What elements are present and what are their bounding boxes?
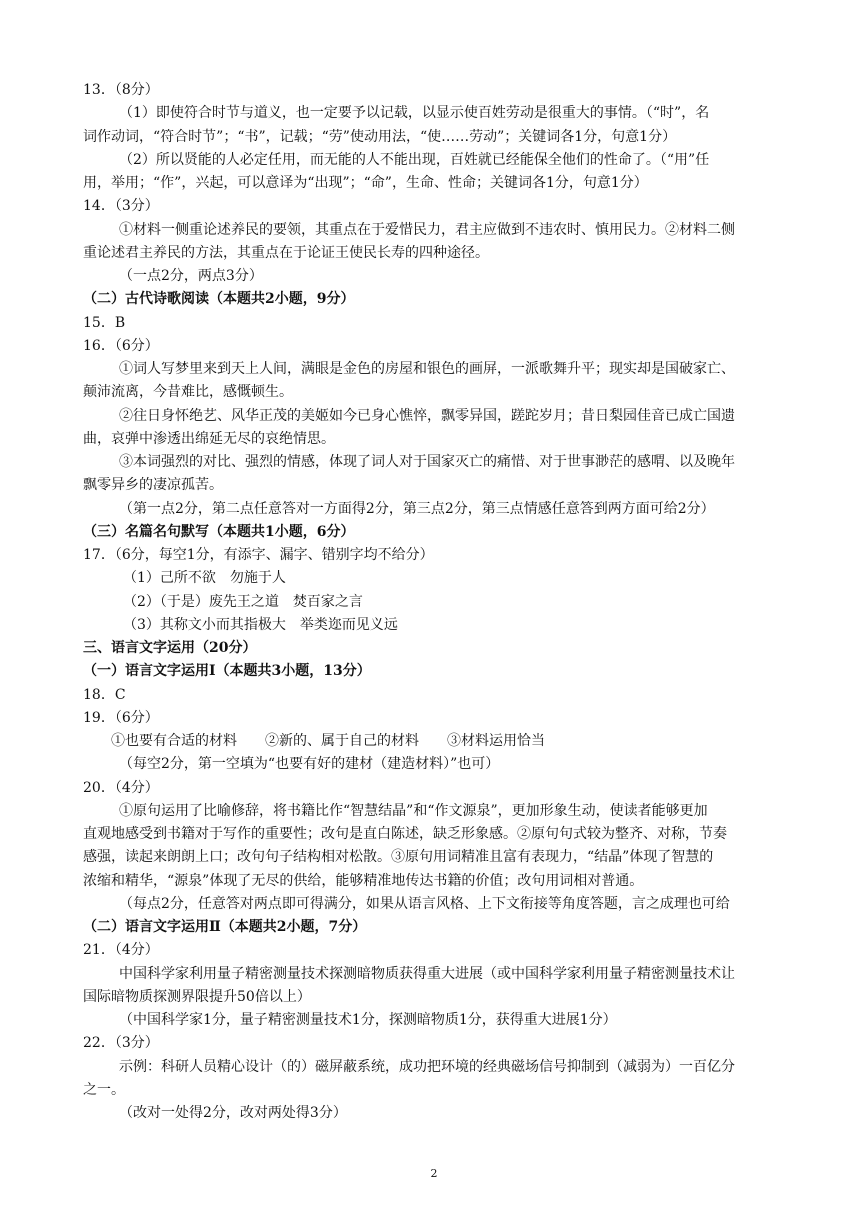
section-heading: （一）语言文字运用Ⅰ（本题共3小题，13分） [83,663,371,680]
text-line: 20．（4分） [83,779,159,796]
text-line: 浓缩和精华，“源泉”体现了无尽的供给，能够精准地传达书籍的价值；改句用词相对普通。 [83,872,644,889]
text-line: 用，举用；“作”，兴起，可以意译为“出现”；“命”，生命、性命；关键词各1分，句意1分） [83,175,648,191]
text-line: ②往日身怀绝艺、风华正茂的美姬如今已身心憔悴，飘零异国，蹉跎岁月；昔日梨园佳音已成亡国遗 [119,407,735,424]
text-line: （第一点2分，第二点任意答对一方面得2分，第三点2分，第三点情感任意答到两方面可给2分） [119,500,715,517]
text-line: 飘零异乡的凄凉孤苦。 [83,477,223,494]
section-heading: 三、语言文字运用（20分） [83,640,257,656]
text-line: （每点2分，任意答对两点即可得满分，如果从语言风格、上下文衔接等角度答题，言之成理也可给 [119,895,730,912]
section-heading: （三）名篇名句默写（本题共1小题，6分） [83,523,355,540]
text-line: （中国科学家1分，量子精密测量技术1分，探测暗物质1分，获得重大进展1分） [119,1012,617,1028]
text-line: ①材料一侧重论述养民的要领，其重点在于爱惜民力，君主应做到不违农时、慎用民力。②材料二侧 [119,221,735,238]
text-line: （2）所以贤能的人必定任用，而无能的人不能出现，百姓就已经能保全他们的性命了。（“用”任 [119,151,710,168]
text-line: （1）即使符合时节与道义，也一定要予以记载，以显示使百姓劳动是很重大的事情。（“时”，名 [119,105,710,122]
text-line: 示例：科研人员精心设计（的）磁屏蔽系统，成功把环境的经典磁场信号抑制到（减弱为）一百亿分 [119,1058,735,1075]
text-line: 18．C [83,686,126,703]
text-line: 颠沛流离，今昔难比，感慨顿生。 [83,384,293,401]
text-line: 词作动词，“符合时节”；“书”，记载；“劳”使动用法，“使……劳动”；关键词各1分，句意1分） [83,128,677,145]
text-line: 19．（6分） [83,709,159,726]
text-line: ①原句运用了比喻修辞，将书籍比作“智慧结晶”和“作文源泉”，更加形象生动，使读者能够更加 [119,802,708,819]
text-line: （3）其称文小而其指极大 举类迩而见义远 [123,616,398,633]
text-line: （2）（于是）废先王之道 焚百家之言 [123,593,363,610]
text-line: ①也要有合适的材料 ②新的、属于自己的材料 ③材料运用恰当 [111,733,545,749]
text-line: 22．（3分） [83,1035,159,1052]
text-line: 重论述君主养民的方法，其重点在于论证王使民长寿的四种途径。 [83,244,489,261]
text-line: 15．B [83,314,126,331]
text-line: 17．（6分，每空1分，有添字、漏字、错别字均不给分） [83,547,434,563]
page-number: 2 [430,1167,438,1180]
section-heading: （二）语言文字运用Ⅱ（本题共2小题，7分） [83,919,367,935]
text-line: 之一。 [83,1081,125,1098]
text-line: 曲，哀弹中渗透出绵延无尽的哀绝情思。 [83,430,335,447]
text-line: 直观地感受到书籍对于写作的重要性；改句是直白陈述，缺乏形象感。②原句句式较为整齐、对称，节奏 [83,826,727,842]
text-line: 14．（3分） [83,198,159,215]
section-heading: （二）古代诗歌阅读（本题共2小题，9分） [83,291,355,308]
text-line: 感强，读起来朗朗上口；改句句子结构相对松散。③原句用词精准且富有表现力，“结晶”体现了智慧的 [83,849,714,866]
text-line: （每空2分，第一空填为“也要有好的建材（建造材料）”也可） [119,756,500,773]
text-line: 国际暗物质探测界限提升50倍以上） [83,988,311,1005]
text-line: （1）己所不欲 勿施于人 [123,570,286,587]
text-line: 21．（4分） [83,942,159,959]
text-line: ①词人写梦里来到天上人间，满眼是金色的房屋和银色的画屏，一派歌舞升平；现实却是国破家亡、 [119,361,735,377]
text-line: 16．（6分） [83,337,159,354]
text-line: （一点2分，两点3分） [119,268,263,284]
answer-document [83,79,793,1125]
text-line: 13．（8分） [83,82,159,98]
text-line: 中国科学家利用量子精密测量技术探测暗物质获得重大进展（或中国科学家利用量子精密测量技术让 [119,965,735,982]
text-line: ③本词强烈的对比、强烈的情感，体现了词人对于国家灭亡的痛惜、对于世事渺茫的感喟、以及晚年 [119,454,735,470]
text-line: （改对一处得2分，改对两处得3分） [119,1105,347,1121]
